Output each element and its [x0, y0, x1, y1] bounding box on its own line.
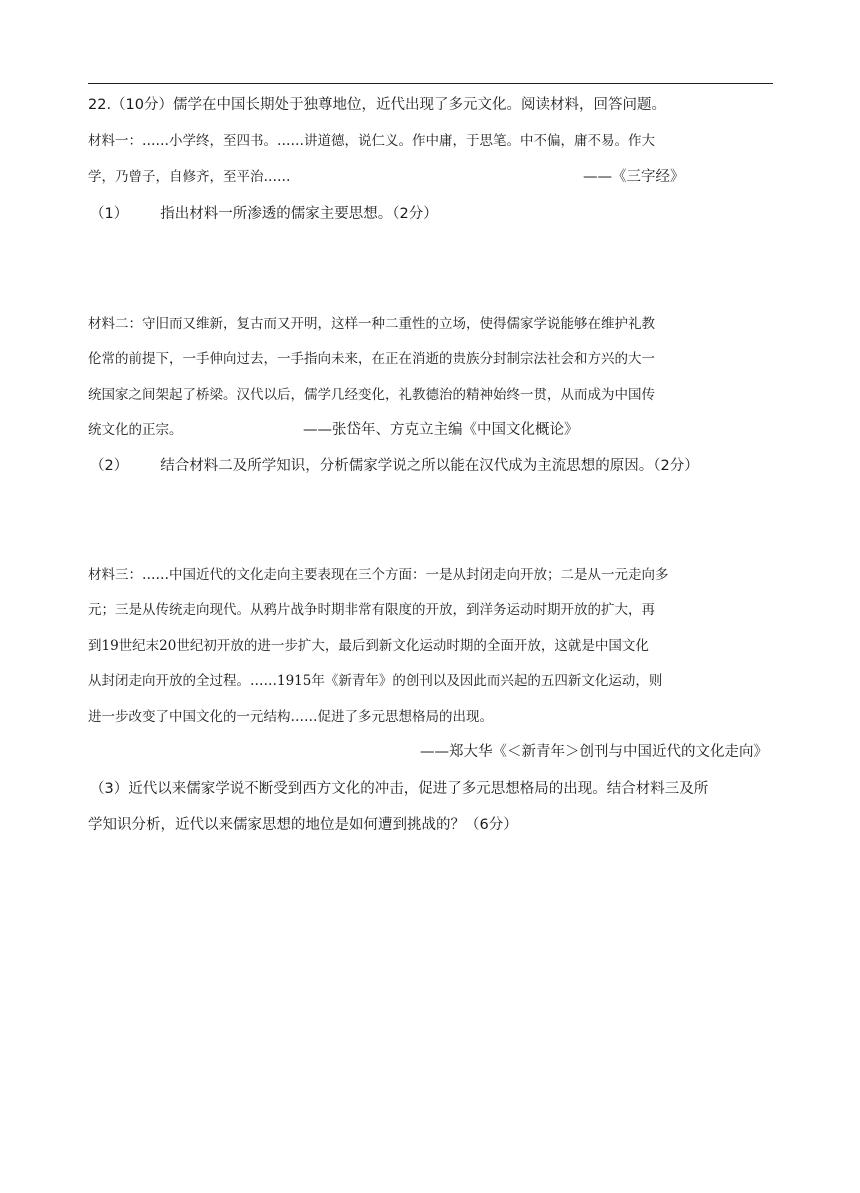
sub-question-2-text: 结合材料二及所学知识，分析儒家学说之所以能在汉代成为主流思想的原因。（2分）: [160, 458, 699, 474]
material3-line3: 到19世纪末20世纪初开放的进一步扩大，最后到新文化运动时期的全面开放，这就是中国文化: [88, 638, 649, 654]
header-rule: [88, 83, 773, 84]
material3-source: ——郑大华《＜新青年＞创刊与中国近代的文化走向》: [420, 744, 768, 760]
sub-question-1-text: 指出材料一所渗透的儒家主要思想。（2分）: [160, 206, 438, 222]
material2-line2: 伦常的前提下，一手伸向过去，一手指向未来，在正在消逝的贵族分封制宗法社会和方兴的大一: [88, 351, 655, 367]
material3-line5: 进一步改变了中国文化的一元结构……促进了多元思想格局的出现。: [88, 709, 493, 725]
material1-source: ——《三字经》: [583, 169, 685, 185]
sub-question-3-line2: 学知识分析，近代以来儒家思想的地位是如何遭到挑战的？（6分）: [88, 817, 518, 833]
material2-line1: 材料二：守旧而又维新，复古而又开明，这样一种二重性的立场，使得儒家学说能够在维护礼教: [88, 316, 655, 332]
sub-question-2-number: （2）: [90, 458, 129, 474]
sub-question-1: [90, 205, 438, 223]
material3-line2: 元；三是从传统走向现代。从鸦片战争时期非常有限度的开放，到洋务运动时期开放的扩大，再: [88, 602, 655, 618]
material2-line3: 统国家之间架起了桥梁。汉代以后，儒学几经变化，礼教德治的精神始终一贯，从而成为中国传: [88, 387, 655, 403]
material3-line4: 从封闭走向开放的全过程。……1915年《新青年》的创刊以及因此而兴起的五四新文化运动，则: [88, 673, 663, 689]
material2-line4: 统文化的正宗。: [88, 422, 183, 438]
material1-line1: 材料一：……小学终，至四书。……讲道德，说仁义。作中庸，于思笔。中不偏，庸不易。作大: [88, 133, 655, 149]
sub-question-2: [90, 457, 699, 475]
material3-line1: 材料三：……中国近代的文化走向主要表现在三个方面：一是从封闭走向开放；二是从一元走向多: [88, 567, 669, 583]
material2-source: ——张岱年、方克立主编《中国文化概论》: [303, 422, 579, 438]
sub-question-1-number: （1）: [90, 206, 129, 222]
sub-question-3-line1: （3）近代以来儒家学说不断受到西方文化的冲击，促进了多元思想格局的出现。结合材料三及所: [90, 781, 709, 797]
material1-line2: 学，乃曾子，自修齐，至平治……: [88, 169, 291, 185]
question-header: 22.（10分）儒学在中国长期处于独尊地位，近代出现了多元文化。阅读材料，回答问题。: [88, 97, 667, 113]
